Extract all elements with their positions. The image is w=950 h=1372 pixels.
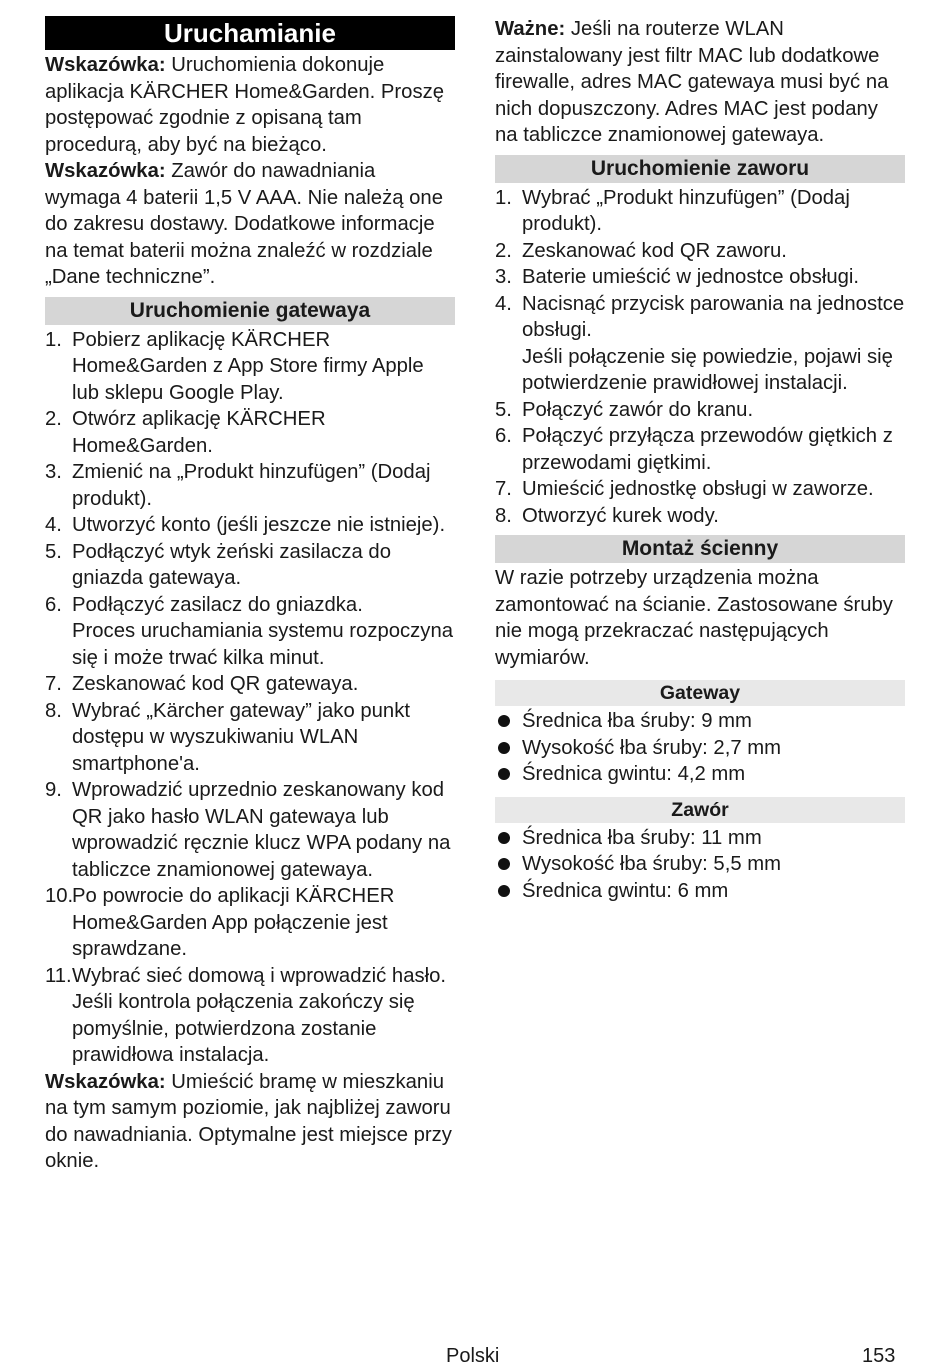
step-text: Wprowadzić uprzednio zeskanowany kod QR jako hasło WLAN gatewaya lub wprowadzić ręcznie klucz WPA podany na tabliczce znamionowej gatewaya. xyxy=(72,779,451,881)
note-text: Uruchomienia dokonuje aplikacja KÄRCHER Home&Garden. Proszę postępować zgodnie z opisaną tam procedurą, aby być na bieżąco. xyxy=(45,54,445,156)
step-item xyxy=(45,327,455,407)
spec-text: Średnica gwintu: 4,2 mm xyxy=(522,763,746,785)
step-number: 4. xyxy=(45,514,62,536)
bullet-icon xyxy=(498,742,510,754)
footer-language: Polski xyxy=(446,1345,500,1367)
step-text: Połączyć przyłącza przewodów giętkich z przewodami giętkimi. xyxy=(522,425,893,474)
step-item xyxy=(495,397,905,424)
left-column xyxy=(45,16,455,1175)
step-text: Podłączyć wtyk żeński zasilacza do gniazda gatewaya. xyxy=(72,540,391,589)
spec-text: Wysokość łba śruby: 5,5 mm xyxy=(522,853,782,875)
spec-item xyxy=(495,878,905,905)
gateway-specs-heading: Gateway xyxy=(495,680,905,706)
step-number: 7. xyxy=(495,478,512,500)
spec-item xyxy=(495,735,905,762)
step-item xyxy=(495,238,905,265)
step-text: Umieścić jednostkę obsługi w zaworze. xyxy=(522,478,874,500)
note-app xyxy=(45,52,455,158)
step-text: Połączyć zawór do kranu. xyxy=(522,398,754,421)
page-number: 153 xyxy=(862,1345,896,1367)
step-item xyxy=(495,476,905,503)
step-number: 7. xyxy=(45,673,62,695)
step-item xyxy=(495,264,905,291)
step-number: 2. xyxy=(495,239,512,262)
step-text: Otwórz aplikację KÄRCHER Home&Garden. xyxy=(72,408,326,457)
valve-specs-list xyxy=(495,825,905,905)
step-text: Wybrać „Produkt hinzufügen” (Dodaj produkt). xyxy=(522,186,850,235)
spec-text: Średnica łba śruby: 9 mm xyxy=(522,710,752,732)
step-number: 6. xyxy=(495,425,512,447)
note-label: Wskazówka: xyxy=(45,160,166,182)
note-placement xyxy=(45,1069,455,1175)
step-result: Proces uruchamiania systemu rozpoczyna się i może trwać kilka minut. xyxy=(72,620,454,669)
step-text: Zeskanować kod QR zaworu. xyxy=(522,239,787,262)
step-number: 10. xyxy=(45,885,74,907)
step-item xyxy=(45,512,455,539)
bullet-icon xyxy=(498,858,510,870)
step-item xyxy=(45,777,455,883)
step-item xyxy=(45,459,455,512)
page-title: Uruchamianie xyxy=(45,16,455,50)
note-label: Wskazówka: xyxy=(45,1070,166,1093)
step-item xyxy=(45,698,455,778)
step-item xyxy=(495,503,905,530)
step-number: 8. xyxy=(45,699,62,722)
bullet-icon xyxy=(498,715,510,727)
note-batteries xyxy=(45,158,455,291)
step-text: Nacisnąć przycisk parowania na jednostce obsługi. xyxy=(522,292,905,341)
step-text: Wybrać sieć domową i wprowadzić hasło. xyxy=(72,964,447,987)
step-number: 5. xyxy=(45,540,62,563)
spec-text: Średnica łba śruby: 11 mm xyxy=(522,826,762,849)
step-number: 1. xyxy=(45,328,62,351)
step-number: 8. xyxy=(495,504,512,527)
step-item xyxy=(495,185,905,238)
note-label: Wskazówka: xyxy=(45,54,166,76)
gateway-specs-list xyxy=(495,708,905,788)
step-text: Utworzyć konto (jeśli jeszcze nie istnieje). xyxy=(72,514,446,536)
step-item xyxy=(45,592,455,672)
step-number: 11. xyxy=(45,964,72,987)
step-item xyxy=(45,883,455,963)
step-text: Zmienić na „Produkt hinzufügen” (Dodaj produkt). xyxy=(72,461,431,510)
step-text: Zeskanować kod QR gatewaya. xyxy=(72,673,359,695)
step-text: Baterie umieścić w jednostce obsługi. xyxy=(522,266,860,288)
step-text: Po powrocie do aplikacji KÄRCHER Home&Garden App połączenie jest sprawdzane. xyxy=(72,885,395,960)
note-text: Zawór do nawadniania wymaga 4 baterii 1,5 V AAA. Nie należą one do zakresu dostawy. Dodatkowe informacje na temat baterii można znaleźć w rozdziale „Dane techniczne”. xyxy=(45,160,443,288)
valve-steps-list xyxy=(495,185,905,530)
step-item xyxy=(45,539,455,592)
step-number: 1. xyxy=(495,186,512,209)
right-column xyxy=(495,16,905,904)
bullet-icon xyxy=(498,832,510,844)
spec-text: Średnica gwintu: 6 mm xyxy=(522,879,729,902)
step-number: 3. xyxy=(45,461,62,483)
important-text: Jeśli na routerze WLAN zainstalowany jest filtr MAC lub dodatkowe firewalle, adres MAC gatewaya musi być na nich dopuszczony. Adres MAC jest podany na tabliczce znamionowej gatewaya. xyxy=(495,18,889,146)
spec-item xyxy=(495,825,905,852)
wall-mount-heading: Montaż ścienny xyxy=(495,535,905,563)
step-item xyxy=(45,963,455,1069)
step-number: 9. xyxy=(45,779,62,801)
important-label: Ważne: xyxy=(495,18,566,40)
step-number: 2. xyxy=(45,408,62,430)
step-result: Jeśli połączenie się powiedzie, pojawi się potwierdzenie prawidłowej instalacji. xyxy=(522,345,893,394)
step-number: 5. xyxy=(495,398,512,421)
gateway-setup-heading: Uruchomienie gatewaya xyxy=(45,297,455,325)
note-text: Umieścić bramę w mieszkaniu na tym samym poziomie, jak najbliżej zaworu do nawadniania. Optymalne jest miejsce przy oknie. xyxy=(45,1070,452,1172)
spec-item xyxy=(495,708,905,735)
step-item xyxy=(45,671,455,698)
step-text: Wybrać „Kärcher gateway” jako punkt dostępu w wyszukiwaniu WLAN smartphone'a. xyxy=(72,699,410,775)
step-number: 4. xyxy=(495,292,512,315)
spec-item xyxy=(495,851,905,878)
wall-mount-text: W razie potrzeby urządzenia można zamontować na ścianie. Zastosowane śruby nie mogą przekraczać następujących wymiarów. xyxy=(495,567,893,669)
spec-item xyxy=(495,761,905,788)
step-item xyxy=(495,291,905,397)
step-text: Podłączyć zasilacz do gniazdka. xyxy=(72,593,363,616)
important-mac-note xyxy=(495,16,905,149)
spec-text: Wysokość łba śruby: 2,7 mm xyxy=(522,736,782,759)
step-item xyxy=(495,423,905,476)
valve-setup-heading: Uruchomienie zaworu xyxy=(495,155,905,183)
step-number: 6. xyxy=(45,593,62,616)
gateway-steps-list xyxy=(45,327,455,1069)
bullet-icon xyxy=(498,768,510,780)
step-text: Otworzyć kurek wody. xyxy=(522,504,719,527)
step-result: Jeśli kontrola połączenia zakończy się pomyślnie, potwierdzona zostanie prawidłowa instalacja. xyxy=(72,991,415,1066)
step-text: Pobierz aplikację KÄRCHER Home&Garden z App Store firmy Apple lub sklepu Google Play. xyxy=(72,328,424,404)
step-item xyxy=(45,406,455,459)
valve-specs-heading: Zawór xyxy=(495,797,905,823)
bullet-icon xyxy=(498,885,510,897)
step-number: 3. xyxy=(495,266,512,288)
